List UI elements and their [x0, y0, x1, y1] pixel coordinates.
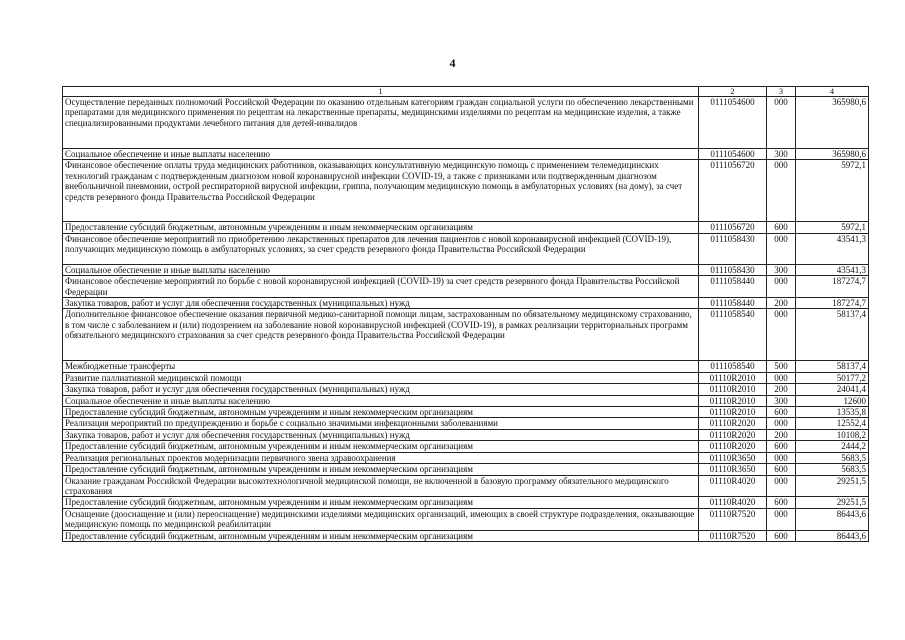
row-amount-cell: 58137,4	[796, 361, 869, 372]
row-code-cell: 01110R3650	[699, 464, 767, 475]
table-row	[63, 372, 869, 383]
row-name-cell: Финансовое обеспечение мероприятий по приобретению лекарственных препаратов для лечения пациентов с новой коронавирусной инфекцией (COVID-19), получающих медицинскую помощь в амбулаторных условиях, за счет средств резервного фонда Правительства Российской Федерации	[63, 233, 699, 264]
row-type-cell: 300	[767, 149, 796, 160]
table-body	[63, 97, 869, 542]
row-name-cell: Предоставление субсидий бюджетным, автономным учреждениям и иным некоммерческим организациям	[63, 497, 699, 508]
table-row	[63, 222, 869, 233]
row-name-cell: Оснащение (дооснащение и (или) переоснащение) медицинскими изделиями медицинских организаций, имеющих в своей структуре подразделения, оказывающие медицинскую помощь по медицинской реабилитации	[63, 508, 699, 530]
row-name-cell: Закупка товаров, работ и услуг для обеспечения государственных (муниципальных) нужд	[63, 298, 699, 309]
table-row	[63, 508, 869, 530]
row-code-cell: 0111058540	[699, 309, 767, 361]
row-type-cell: 000	[767, 452, 796, 463]
row-amount-cell: 2444,2	[796, 441, 869, 452]
row-amount-cell: 5972,1	[796, 222, 869, 233]
row-type-cell: 300	[767, 264, 796, 275]
column-header-code: 2	[699, 87, 767, 97]
row-type-cell: 600	[767, 407, 796, 418]
row-code-cell: 01110R4020	[699, 475, 767, 497]
row-amount-cell: 50177,2	[796, 372, 869, 383]
row-amount-cell: 187274,7	[796, 276, 869, 298]
row-type-cell: 000	[767, 508, 796, 530]
row-code-cell: 01110R2010	[699, 384, 767, 395]
row-name-cell: Финансовое обеспечение оплаты труда медицинских работников, оказывающих консультативную медицинскую помощь с применением телемедицинских технологий гражданам с подтвержденным диагнозом новой коронавирусной инфекции COVID-19, а также с признаками или подтвержденным диагнозом внебольничной пневмонии, острой респираторной вирусной инфекции, гриппа, получающим медицинскую помощь в амбулаторных условиях (на дому), за счет средств резервного фонда Правительства Российской Федерации	[63, 160, 699, 222]
row-amount-cell: 29251,5	[796, 475, 869, 497]
row-type-cell: 200	[767, 429, 796, 440]
row-code-cell: 01110R2020	[699, 429, 767, 440]
row-code-cell: 0111056720	[699, 222, 767, 233]
table-row	[63, 361, 869, 372]
table-row	[63, 97, 869, 149]
row-amount-cell: 43541,3	[796, 264, 869, 275]
column-header-type: 3	[767, 87, 796, 97]
row-code-cell: 01110R7520	[699, 508, 767, 530]
row-name-cell: Закупка товаров, работ и услуг для обеспечения государственных (муниципальных) нужд	[63, 429, 699, 440]
row-type-cell: 500	[767, 361, 796, 372]
table-row	[63, 441, 869, 452]
row-name-cell: Предоставление субсидий бюджетным, автономным учреждениям и иным некоммерческим организациям	[63, 464, 699, 475]
row-amount-cell: 12600	[796, 395, 869, 406]
row-name-cell: Реализация региональных проектов модернизации первичного звена здравоохранения	[63, 452, 699, 463]
row-name-cell: Реализация мероприятий по предупреждению и борьбе с социально значимыми инфекционными заболеваниями	[63, 418, 699, 429]
row-code-cell: 0111056720	[699, 160, 767, 222]
row-type-cell: 200	[767, 384, 796, 395]
row-type-cell: 000	[767, 372, 796, 383]
row-name-cell: Развитие паллиативной медицинской помощи	[63, 372, 699, 383]
row-amount-cell: 10108,2	[796, 429, 869, 440]
row-name-cell: Социальное обеспечение и иные выплаты населению	[63, 264, 699, 275]
table-row	[63, 497, 869, 508]
table-row	[63, 418, 869, 429]
budget-table	[62, 86, 869, 542]
row-amount-cell: 5683,5	[796, 464, 869, 475]
row-type-cell: 000	[767, 276, 796, 298]
row-name-cell: Дополнительное финансовое обеспечение оказания первичной медико-санитарной помощи лицам, застрахованным по обязательному медицинскому страхованию, в том числе с заболеванием и (или) подозрением на заболевание новой коронавирусной инфекцией (COVID-19), в рамках реализации территориальных программ обязательного медицинского страхования за счет средств резервного фонда Правительства Российской Федерации	[63, 309, 699, 361]
row-amount-cell: 365980,6	[796, 149, 869, 160]
row-code-cell: 01110R2020	[699, 441, 767, 452]
row-amount-cell: 43541,3	[796, 233, 869, 264]
table-row	[63, 384, 869, 395]
row-name-cell: Оказание гражданам Российской Федерации высокотехнологичной медицинской помощи, не включенной в базовую программу обязательного медицинского страхования	[63, 475, 699, 497]
table-row	[63, 309, 869, 361]
row-code-cell: 01110R2020	[699, 418, 767, 429]
table-row	[63, 264, 869, 275]
row-type-cell: 600	[767, 464, 796, 475]
row-amount-cell: 29251,5	[796, 497, 869, 508]
row-name-cell: Межбюджетные трансферты	[63, 361, 699, 372]
row-type-cell: 000	[767, 475, 796, 497]
table-row	[63, 452, 869, 463]
row-code-cell: 01110R2010	[699, 372, 767, 383]
row-type-cell: 600	[767, 497, 796, 508]
table-row	[63, 530, 869, 541]
row-code-cell: 0111058440	[699, 276, 767, 298]
row-type-cell: 000	[767, 418, 796, 429]
page-number: 4	[449, 56, 456, 70]
row-type-cell: 600	[767, 441, 796, 452]
table-row	[63, 429, 869, 440]
column-header-name: 1	[63, 87, 699, 97]
row-type-cell: 200	[767, 298, 796, 309]
row-name-cell: Закупка товаров, работ и услуг для обеспечения государственных (муниципальных) нужд	[63, 384, 699, 395]
row-type-cell: 000	[767, 309, 796, 361]
row-code-cell: 01110R7520	[699, 530, 767, 541]
row-code-cell: 01110R3650	[699, 452, 767, 463]
row-name-cell: Предоставление субсидий бюджетным, автономным учреждениям и иным некоммерческим организациям	[63, 530, 699, 541]
column-header-amount: 4	[796, 87, 869, 97]
table-row	[63, 464, 869, 475]
row-amount-cell: 24041,4	[796, 384, 869, 395]
row-code-cell: 0111058430	[699, 233, 767, 264]
row-type-cell: 600	[767, 530, 796, 541]
row-code-cell: 01110R4020	[699, 497, 767, 508]
row-type-cell: 600	[767, 222, 796, 233]
row-amount-cell: 86443,6	[796, 530, 869, 541]
table-row	[63, 475, 869, 497]
row-amount-cell: 5972,1	[796, 160, 869, 222]
table-row	[63, 160, 869, 222]
row-amount-cell: 365980,6	[796, 97, 869, 149]
row-amount-cell: 58137,4	[796, 309, 869, 361]
table-row	[63, 276, 869, 298]
table-row	[63, 233, 869, 264]
row-name-cell: Социальное обеспечение и иные выплаты населению	[63, 395, 699, 406]
row-amount-cell: 12552,4	[796, 418, 869, 429]
row-name-cell: Социальное обеспечение и иные выплаты населению	[63, 149, 699, 160]
row-name-cell: Финансовое обеспечение мероприятий по борьбе с новой коронавирусной инфекцией (COVID-19) за счет средств резервного фонда Правительства Российской Федерации	[63, 276, 699, 298]
row-code-cell: 0111058430	[699, 264, 767, 275]
row-type-cell: 300	[767, 395, 796, 406]
row-code-cell: 0111058540	[699, 361, 767, 372]
row-code-cell: 0111054600	[699, 149, 767, 160]
table-row	[63, 298, 869, 309]
row-name-cell: Предоставление субсидий бюджетным, автономным учреждениям и иным некоммерческим организациям	[63, 222, 699, 233]
row-type-cell: 000	[767, 97, 796, 149]
table-row	[63, 149, 869, 160]
row-code-cell: 0111054600	[699, 97, 767, 149]
row-name-cell: Предоставление субсидий бюджетным, автономным учреждениям и иным некоммерческим организациям	[63, 441, 699, 452]
row-amount-cell: 86443,6	[796, 508, 869, 530]
table-row	[63, 407, 869, 418]
row-name-cell: Осуществление переданных полномочий Российской Федерации по оказанию отдельным категориям граждан социальной услуги по обеспечению лекарственными препаратами для медицинского применения по рецептам на лекарственные препараты, медицинскими изделиями по рецептам на медицинские изделия, а также специализированными продуктами лечебного питания для детей-инвалидов	[63, 97, 699, 149]
row-code-cell: 01110R2010	[699, 395, 767, 406]
table-header-row	[63, 87, 869, 97]
row-type-cell: 000	[767, 233, 796, 264]
table-row	[63, 395, 869, 406]
row-code-cell: 0111058440	[699, 298, 767, 309]
row-amount-cell: 13535,8	[796, 407, 869, 418]
row-code-cell: 01110R2010	[699, 407, 767, 418]
row-amount-cell: 187274,7	[796, 298, 869, 309]
row-type-cell: 000	[767, 160, 796, 222]
row-name-cell: Предоставление субсидий бюджетным, автономным учреждениям и иным некоммерческим организациям	[63, 407, 699, 418]
row-amount-cell: 5683,5	[796, 452, 869, 463]
